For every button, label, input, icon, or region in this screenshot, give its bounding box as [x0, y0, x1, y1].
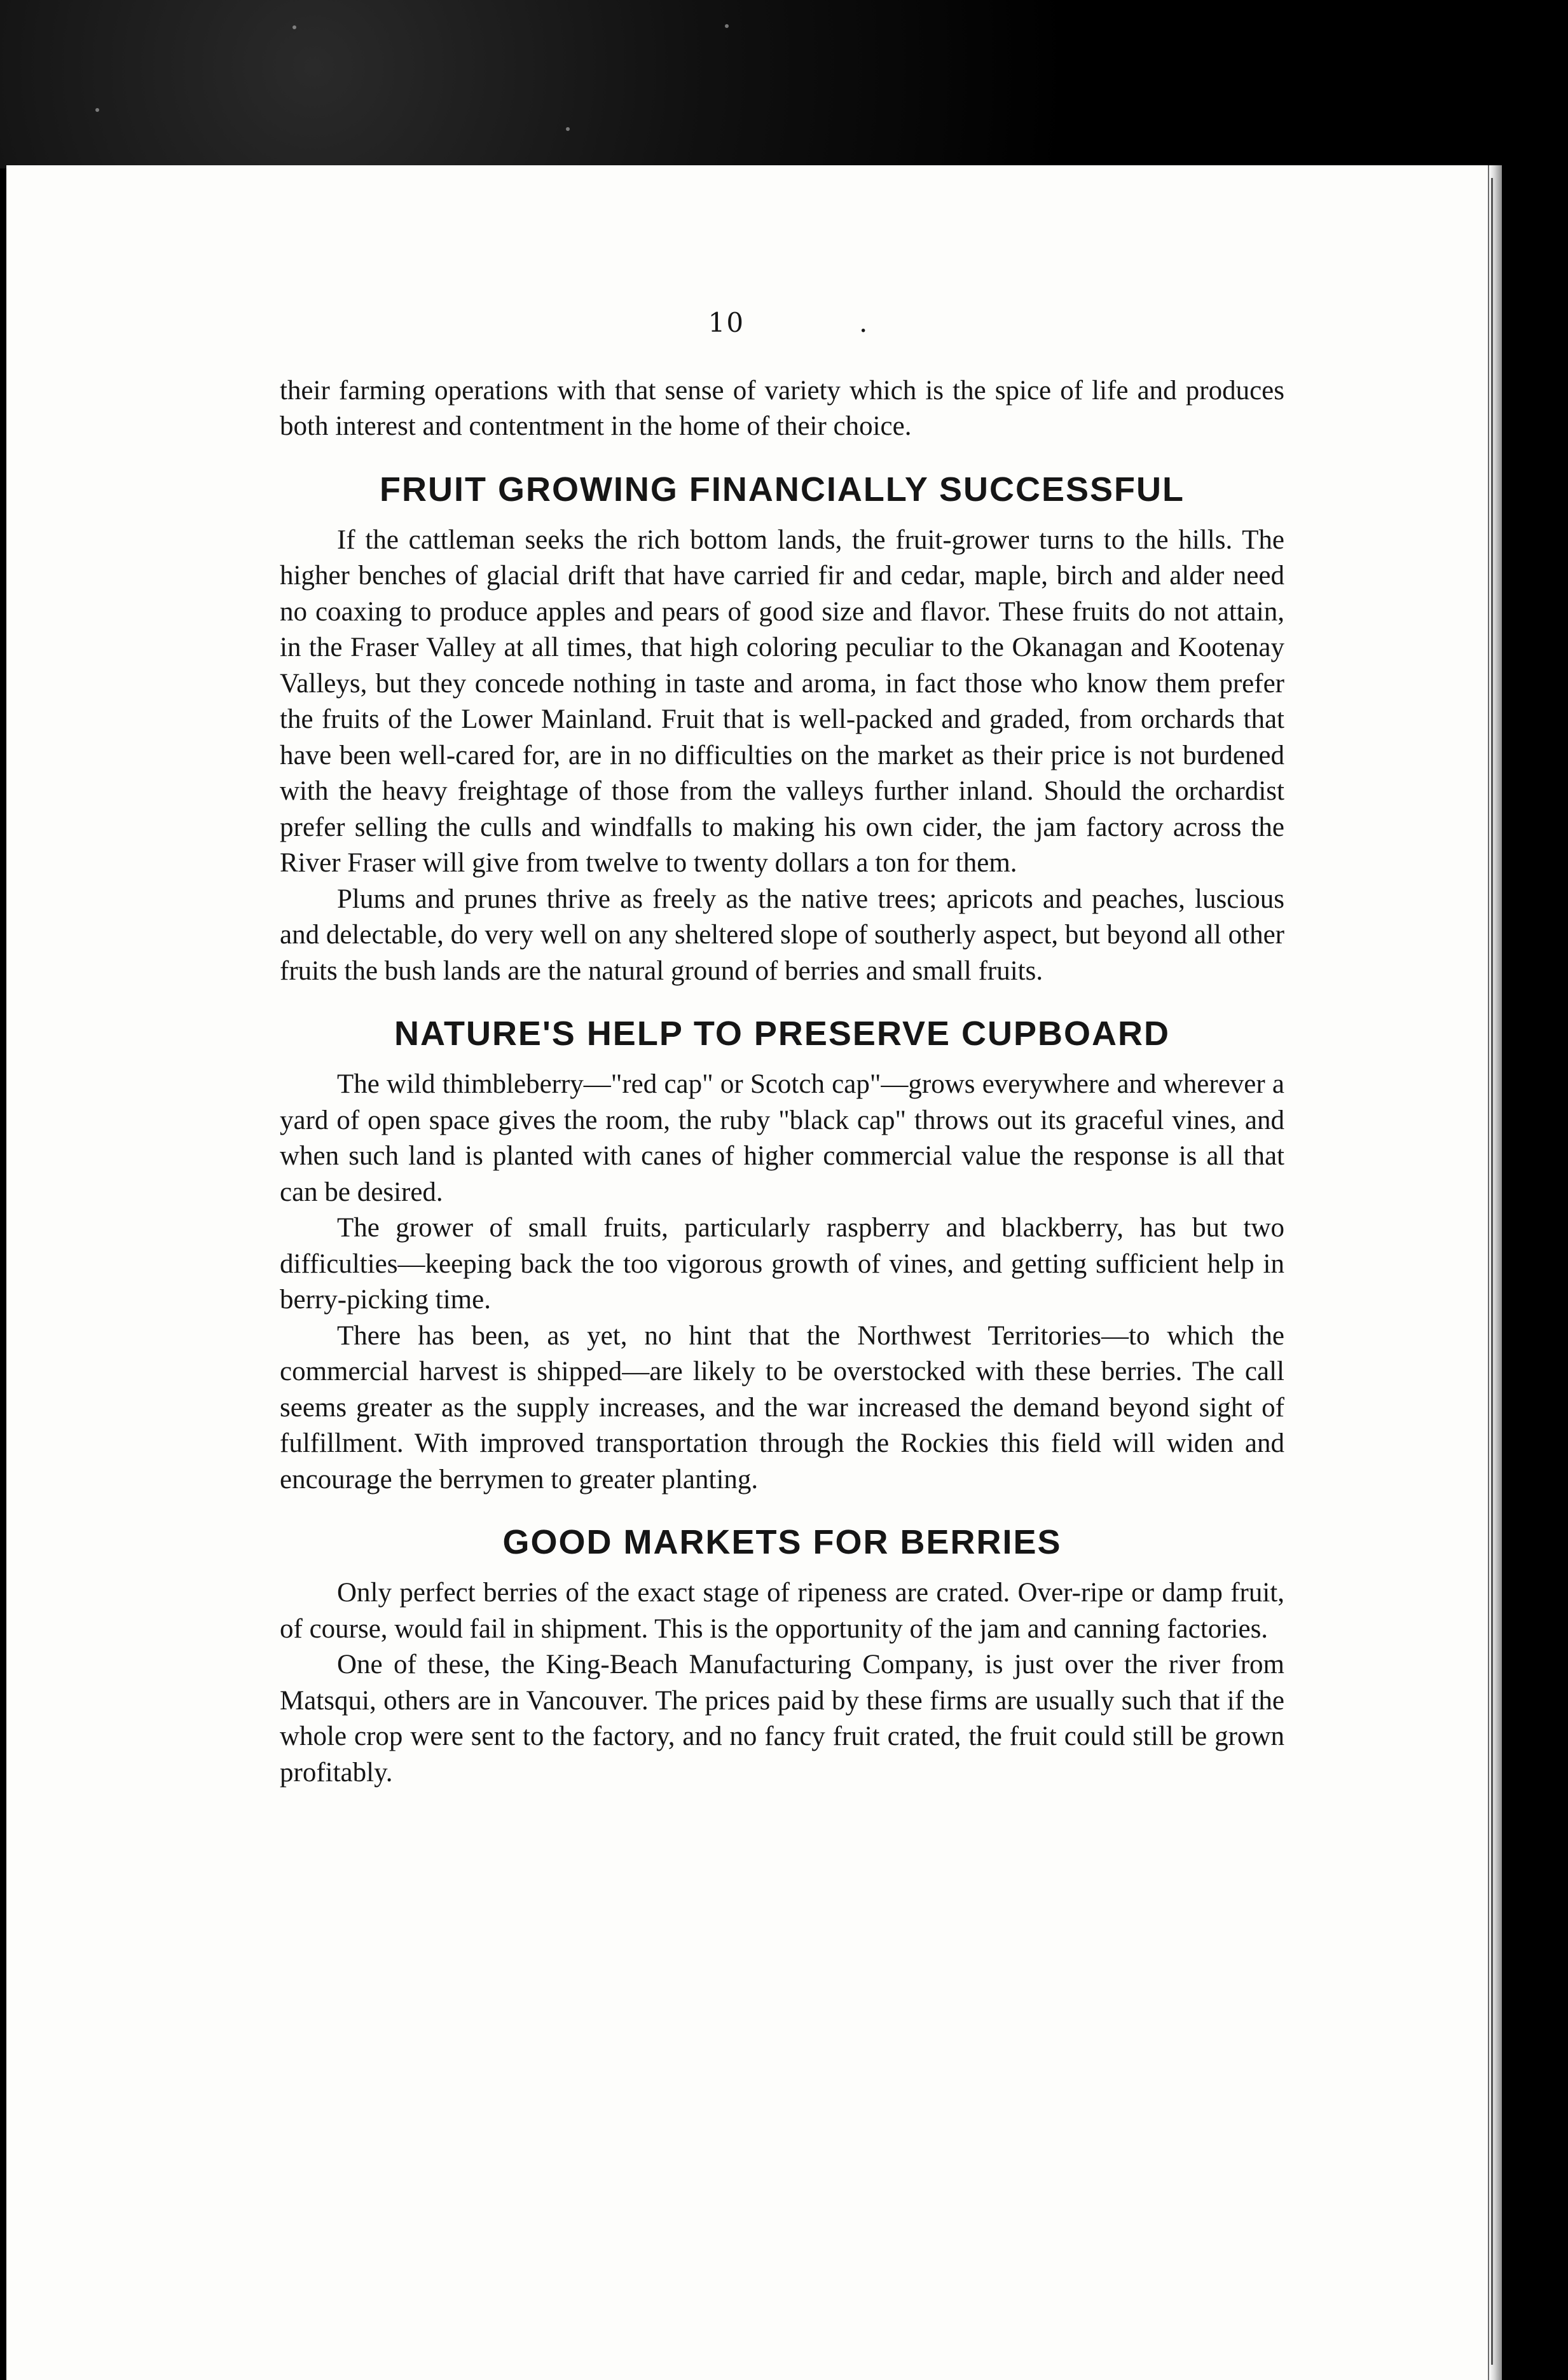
dust-speck [95, 108, 99, 112]
page-number [292, 305, 1284, 341]
section-heading: NATURE'S HELP TO PRESERVE CUPBOARD [394, 1015, 1171, 1053]
paragraph: If the cattleman seeks the rich bottom lands, the fruit-grower turns to the hills. The higher benches of glacial drift that have carried fir and cedar, maple, birch and alder need no coaxing to produce apples and pears of good size and flavor. These fruits do not attain, in the Fraser Valley at all times, that high coloring peculiar to the Okanagan and Kootenay Valleys, but they concede nothing in taste and aroma, in fact those who know them prefer the fruits of the Lower Mainland. Fruit that is well-packed and graded, from orchards that have been well-cared for, are in no difficulties on the market as their price is not burdened with the heavy freightage of those from the valleys further inland. Should the orchardist prefer selling the culls and windfalls to making his own cider, the jam factory across the River Fraser will give from twelve to twenty dollars a ton for them. [280, 524, 1284, 878]
stray-dot: . [859, 307, 869, 338]
dust-speck [566, 127, 570, 131]
paragraph: The wild thimbleberry—"red cap" or Scotch cap"—grows everywhere and wherever a yard of open space gives the room, the ruby "black cap" throws out its graceful vines, and when such land is planted with canes of higher commercial value the response is all that can be desired. [280, 1069, 1284, 1207]
dust-speck [725, 24, 729, 28]
paragraph: The grower of small fruits, particularly raspberry and blackberry, has but two difficulties—keeping back the too vigorous growth of vines, and getting sufficient help in berry-picking time. [280, 1213, 1284, 1315]
page-content [280, 305, 1284, 1791]
page-number-text: 10 [708, 307, 745, 338]
page-edge-line [1491, 178, 1493, 2365]
paragraph: There has been, as yet, no hint that the Northwest Territories—to which the commercial harvest is shipped—are likely to be overstocked with these berries. The call seems greater as the supply increases, and the war increased the demand beyond sight of fulfillment. With improved transportation through the Rockies this field will widen and encourage the berrymen to greater planting. [280, 1320, 1284, 1494]
paragraph: One of these, the King-Beach Manufacturing Company, is just over the river from Matsqui, others are in Vancouver. The prices paid by these firms are usually such that if the whole crop were sent to the factory, and no fancy fruit crated, the fruit could still be grown profitably. [280, 1650, 1284, 1788]
scan-dark-border [0, 0, 1568, 168]
paragraph: Plums and prunes thrive as freely as the native trees; apricots and peaches, luscious and delectable, do very well on any sheltered slope of southerly aspect, but beyond all other fruits the bush lands are the natural ground of berries and small fruits. [280, 884, 1284, 986]
paragraph: Only perfect berries of the exact stage of ripeness are crated. Over-ripe or damp fruit, of course, would fail in shipment. This is the opportunity of the jam and canning factories. [280, 1578, 1284, 1644]
section-heading: FRUIT GROWING FINANCIALLY SUCCESSFUL [379, 470, 1185, 509]
paragraph: their farming operations with that sense of variety which is the spice of life and produces both interest and contentment in the home of their choice. [280, 375, 1284, 441]
section-heading: GOOD MARKETS FOR BERRIES [502, 1523, 1062, 1561]
dust-speck [292, 25, 296, 29]
